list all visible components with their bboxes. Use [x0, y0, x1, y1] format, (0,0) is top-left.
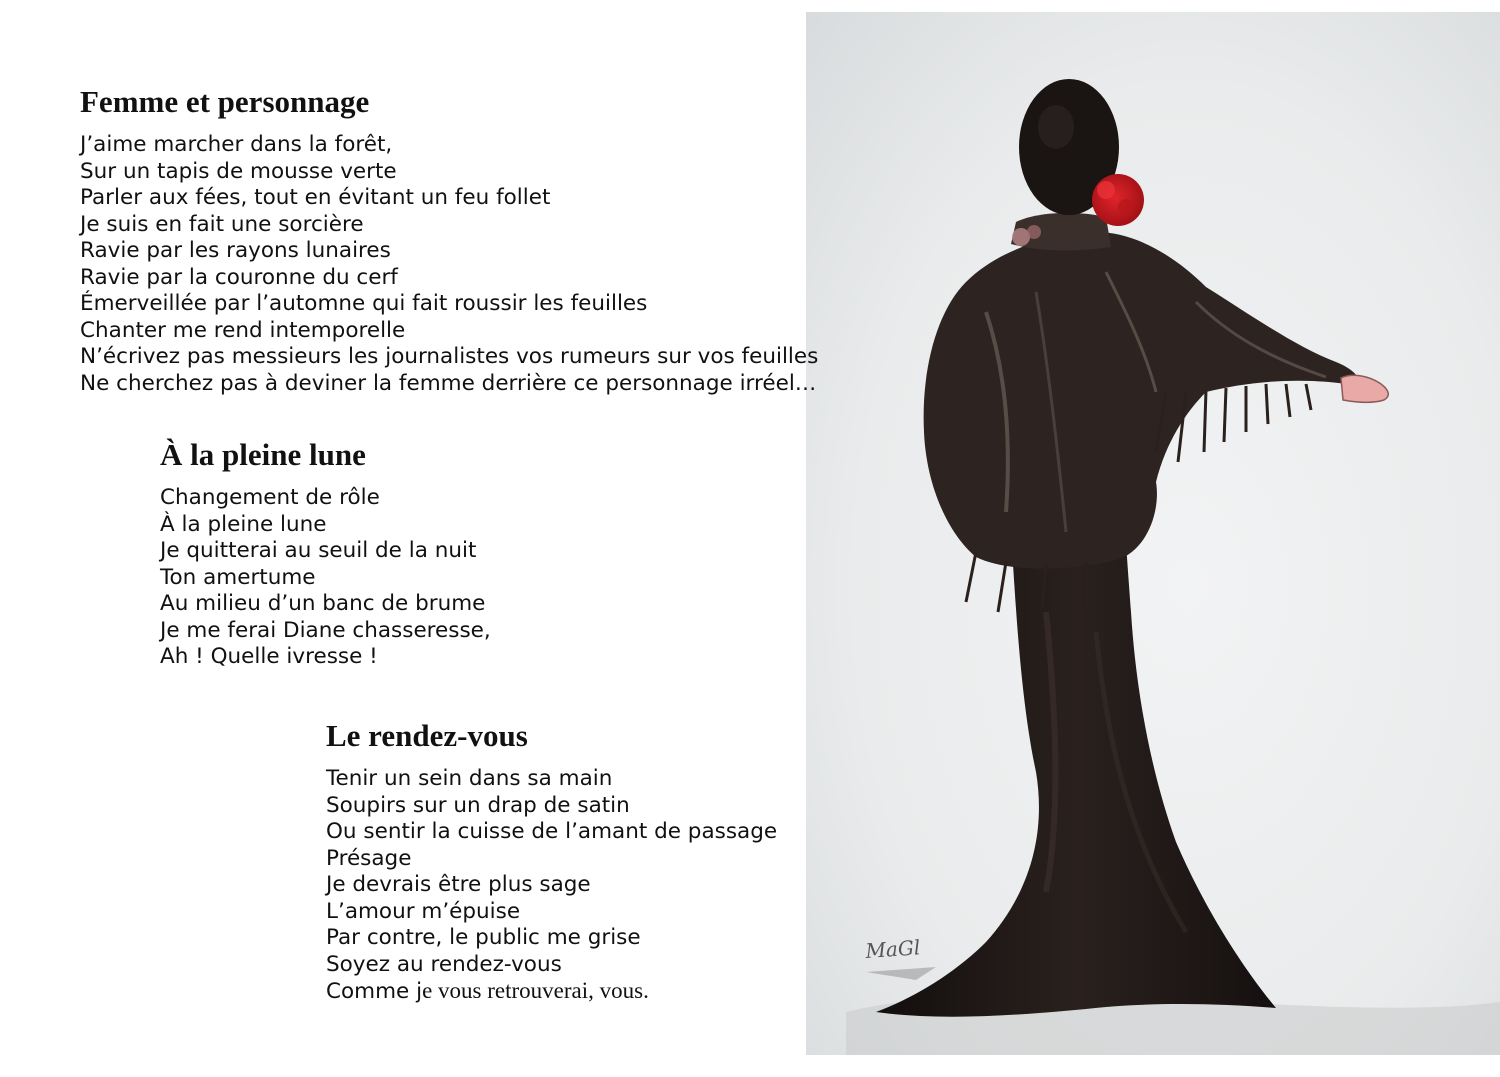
poem-line: Soupirs sur un drap de satin — [326, 792, 630, 818]
artist-signature: MaGl — [864, 935, 921, 963]
poem-lines — [326, 766, 777, 1006]
poem-line: J’aime marcher dans la forêt, — [80, 132, 393, 157]
poem-line: Ravie par la couronne du cerf — [80, 264, 398, 290]
poem-line: Soyez au rendez-vous — [326, 951, 562, 977]
poem-line: Changement de rôle — [160, 485, 380, 510]
poem-line: Émerveillée par l’automne qui fait roussir les feuilles — [80, 291, 648, 316]
poem-line: Par contre, le public me grise — [326, 925, 641, 950]
poem-line: L’amour m’épuise — [326, 898, 521, 924]
poem-line: Tenir un sein dans sa main — [326, 766, 613, 791]
poem-title: Femme et personnage — [80, 84, 370, 119]
poem-line: Parler aux fées, tout en évitant un feu follet — [80, 185, 551, 210]
poem-last-line — [326, 978, 777, 1006]
poem-lines — [160, 485, 491, 671]
poem-title: À la pleine lune — [160, 437, 366, 472]
poem-lines — [80, 132, 818, 397]
poem-line: Ravie par les rayons lunaires — [80, 238, 391, 263]
poem-line: Je quitterai au seuil de la nuit — [160, 538, 477, 563]
poem-line: Je me ferai Diane chasseresse, — [160, 617, 491, 643]
poem-line: Sur un tapis de mousse verte — [80, 158, 397, 184]
poem-line: Ton amertume — [160, 564, 316, 590]
poem-le-rendez-vous — [326, 718, 777, 1006]
poem-line: Ou sentir la cuisse de l’amant de passage — [326, 819, 778, 844]
poem-line: N’écrivez pas messieurs les journalistes vos rumeurs sur vos feuilles — [80, 344, 819, 369]
poem-last-line-start: Comme j — [326, 979, 423, 1004]
poem-title: Le rendez-vous — [326, 718, 528, 753]
poem-a-la-pleine-lune — [160, 437, 491, 671]
poem-line: Ne cherchez pas à deviner la femme derrière ce personnage irréel… — [80, 370, 817, 396]
poem-line: Je devrais être plus sage — [326, 872, 591, 897]
poem-line: Ah ! Quelle ivresse ! — [160, 644, 378, 669]
poem-line: Chanter me rend intemporelle — [80, 317, 406, 343]
poem-line: Au milieu d’un banc de brume — [160, 591, 486, 616]
poem-line: Présage — [326, 845, 412, 871]
poem-line: Je suis en fait une sorcière — [80, 211, 364, 237]
poem-line: À la pleine lune — [160, 511, 327, 537]
poem-femme-et-personnage — [80, 84, 818, 397]
poem-last-line-end: e vous retrouverai, vous. — [422, 978, 649, 1003]
